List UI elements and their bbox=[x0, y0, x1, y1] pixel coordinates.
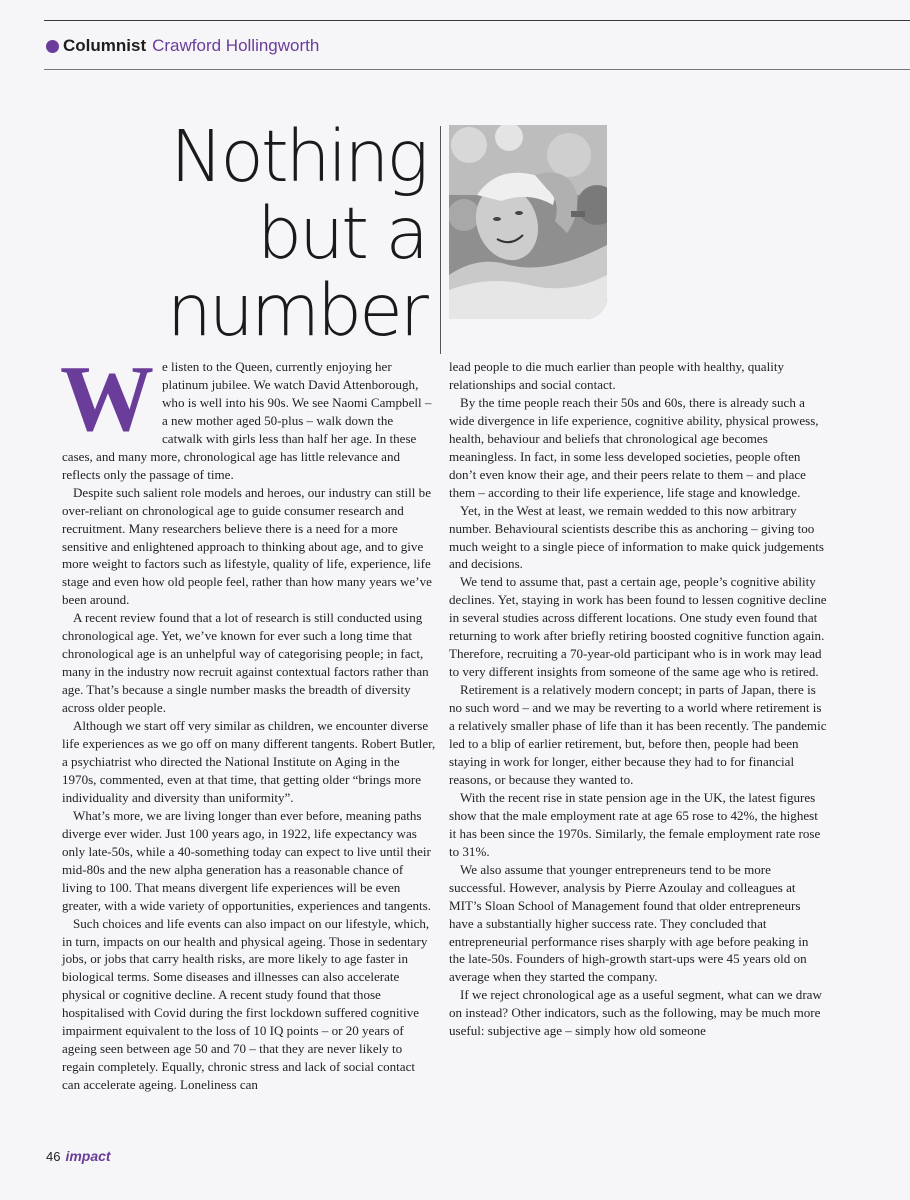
magazine-logo: impact bbox=[65, 1148, 111, 1164]
article-paragraph: By the time people reach their 50s and 60s, there is already such a wide divergence in life experience, cognitive ability, physical prowess, health, behaviour and beliefs that chronological age becomes meaningless. In fact, in some less developed societies, people often don’t even know their age, and their peers relate to them – and place them – according to their life experience, life stage and knowledge. bbox=[449, 394, 819, 500]
article-paragraph: Despite such salient role models and heroes, our industry can still be over-reliant on chronological age to guide consumer research and recruitment. Many researchers believe there is a need for a more sensitive and enlightened approach to thinking about age, and to give more weight to factors such as lifestyle, quality of life, experience, life stage and even how old people feel, rather than how many years we’ve been around. bbox=[62, 484, 432, 608]
headline-line: number bbox=[166, 269, 426, 352]
article-paragraph: Such choices and life events can also impact on our lifestyle, which, in turn, impacts on our health and physical ageing. Those in sedentary jobs, or jobs that carry health risks, are more likely to age faster in biological terms. Some diseases and illnesses can also accelerate physical or cognitive decline. A recent study found that those hospitalised with Covid during the first lockdown suffered cognitive impairment equivalent to the loss of 10 IQ points – or 20 years of ageing seen between age 50 and 70 – that they are never likely to regain completely. Equally, chronic stress and lack of social contact can accelerate ageing. Loneliness can bbox=[62, 915, 430, 1093]
column-divider bbox=[440, 126, 441, 354]
article-paragraph: What’s more, we are living longer than ever before, meaning paths diverge ever wider. Just 100 years ago, in 1922, life expectancy was only late-50s, while a 40-something today can expect to live until their mid-80s and the new alpha generation has a reasonable chance of living to 100. That means divergent life experiences will be even greater, with a wide variety of opportunities, experiences and tangents. bbox=[62, 807, 432, 913]
article-paragraph: Retirement is a relatively modern concept; in parts of Japan, there is no such word – and we may be reverting to a world where retirement is a relatively smaller phase of life than it has been recently. The pandemic led to a blip of earlier retirement, but, before then, people had been staying in work for longer, either because they had to for financial reasons, or because they wanted to. bbox=[449, 682, 827, 787]
page-footer bbox=[46, 1148, 111, 1164]
page-number: 46 bbox=[46, 1149, 61, 1164]
article-paragraph: A recent review found that a lot of research is still conducted using chronological age. Yet, we’ve known for ever such a long time that chronological age is an unhelpful way of categorising people; in fact, many in the industry now recruit against contextual factors rather than age. That’s because a single number masks the breadth of diversity across older people. bbox=[62, 610, 429, 716]
article-paragraph: Yet, in the West at least, we remain wedded to this now arbitrary number. Behavioural scientists describe this as anchoring – giving too much weight to a single piece of information to make quick judgements and decisions. bbox=[449, 502, 825, 572]
top-rule bbox=[44, 20, 910, 21]
article-paragraph: If we reject chronological age as a useful segment, what can we draw on instead? Other indicators, such as the following, may be much more useful: subjective age – simply how old someone bbox=[449, 987, 822, 1039]
article-paragraph: We tend to assume that, past a certain age, people’s cognitive ability declines. Yet, staying in work has been found to lessen cognitive decline in several studies across different locations. One study even found that returning to work after briefly retiring boosted cognitive function again. Therefore, recruiting a 70-year-old participant who is in work may lead to very different insights from someone of the same age who is retired. bbox=[449, 574, 827, 680]
drop-cap: W bbox=[60, 347, 154, 451]
column-header bbox=[46, 35, 319, 57]
article-column-left bbox=[60, 347, 436, 1094]
article-paragraph: We also assume that younger entrepreneurs tend to be more successful. However, analysis by Pierre Azoulay and colleagues at MIT’s Sloan School of Management found that older entrepreneurs have a substantially higher success rate. They concluded that entrepreneurial performance rises sharply with age before peaking in the late-50s. Founders of high-growth start-ups were 45 years old on average when they started the company. bbox=[449, 861, 809, 985]
bullet-dot-icon bbox=[46, 40, 59, 53]
article-column-right bbox=[449, 358, 827, 1040]
header-rule bbox=[44, 69, 910, 70]
portrait-photo-icon bbox=[449, 125, 607, 319]
columnist-name: Crawford Hollingworth bbox=[152, 36, 320, 55]
article-paragraph: lead people to die much earlier than people with healthy, quality relationships and social contact. bbox=[449, 359, 784, 392]
article-paragraph: With the recent rise in state pension age in the UK, the latest figures show that the male employment rate at age 65 rose to 42%, the highest it has been since the 1970s. Similarly, the female employment rate rose to 31%. bbox=[449, 789, 821, 859]
headline-line: Nothing bbox=[170, 115, 426, 198]
article-paragraph: We listen to the Queen, currently enjoying her platinum jubilee. We watch David Attenborough, who is well into his 90s. We see Naomi Campbell – a new mother aged 50-plus – walk down the catwalk with girls less than half her age. In these cases, and many more, chronological age has little relevance and reflects only the passage of time. bbox=[60, 347, 432, 482]
article-headline bbox=[100, 115, 426, 352]
article-paragraph: Although we start off very similar as children, we encounter diverse life experiences as we go off on many different tangents. Robert Butler, a psychiatrist who directed the National Institute on Aging in the 1970s, commented, even at that time, that getting older “brings more individuality and diversity than uniformity”. bbox=[62, 718, 436, 805]
columnist-portrait-photo bbox=[449, 125, 607, 319]
headline-line: but a bbox=[257, 192, 426, 275]
column-category: Columnist bbox=[63, 36, 147, 55]
